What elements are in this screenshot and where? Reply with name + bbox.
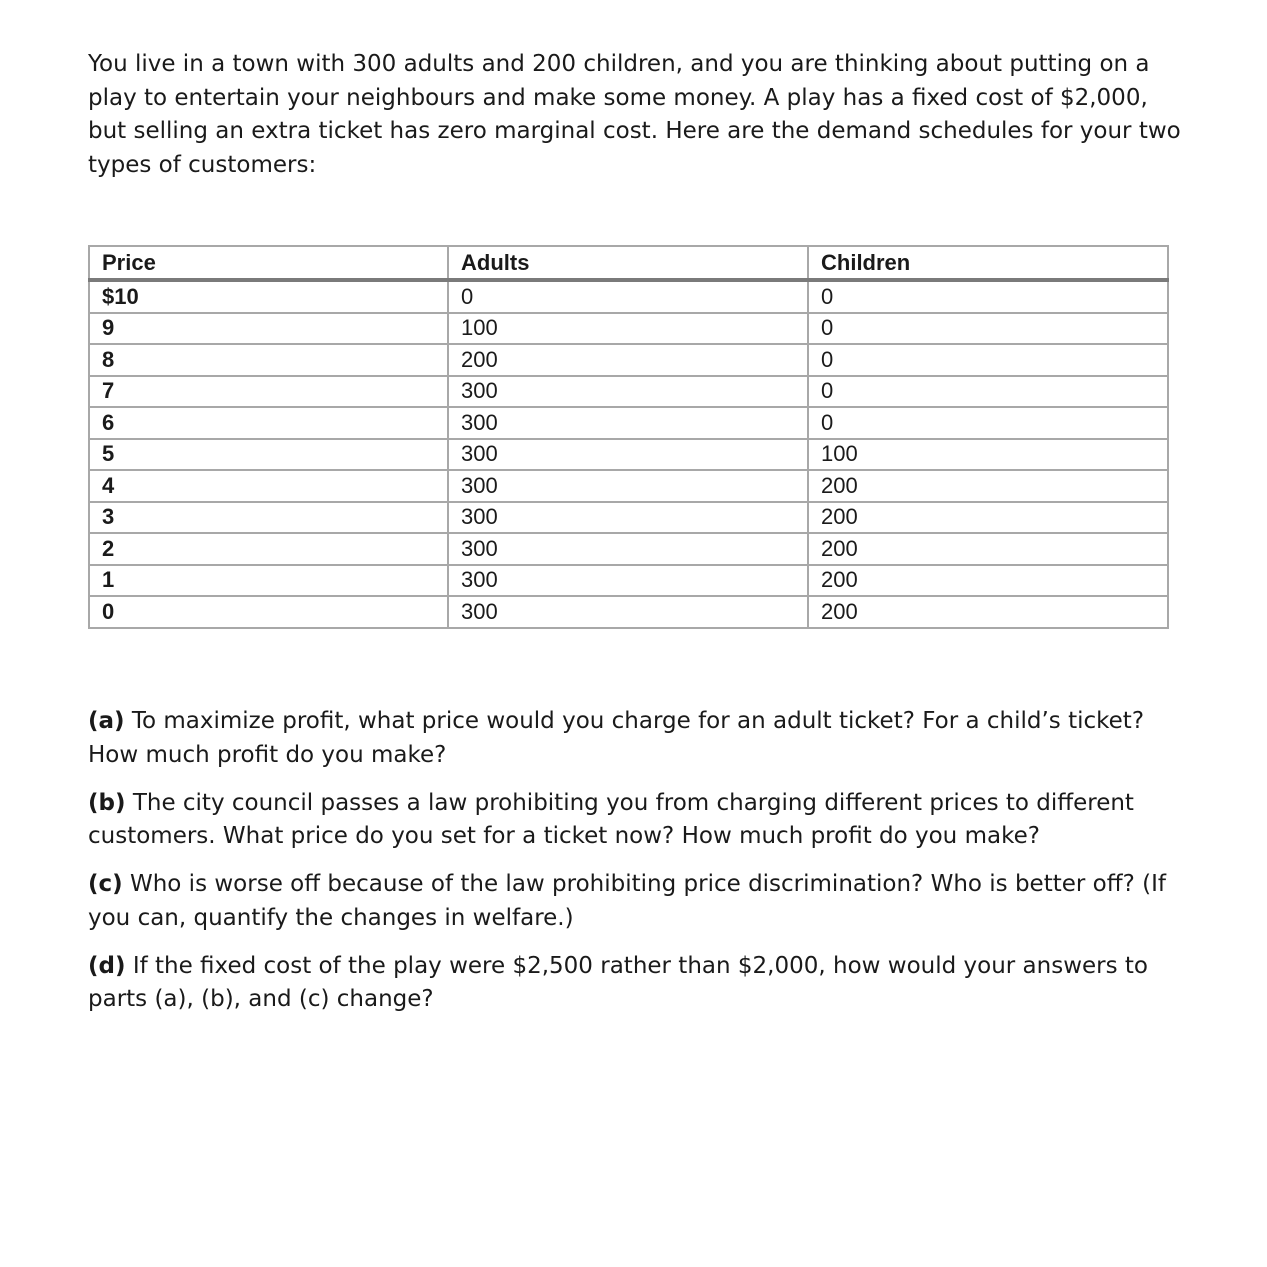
intro-paragraph: You live in a town with 300 adults and 200 children, and you are thinking about putting on a play to entertain your neighbours and make some money. A play has a fixed cost of $2,000, but selling an extra ticket has zero marginal cost. Here are the demand schedules for your two types of customers: bbox=[88, 51, 1181, 178]
question-label: (d) bbox=[88, 952, 126, 979]
price-cell: 1 bbox=[89, 565, 448, 597]
adults-cell: 0 bbox=[448, 280, 808, 313]
table-row bbox=[89, 565, 1168, 597]
header-adults: Adults bbox=[448, 246, 808, 280]
children-cell: 200 bbox=[808, 502, 1168, 534]
table-row bbox=[89, 470, 1168, 502]
table-row bbox=[89, 376, 1168, 408]
question-label: (b) bbox=[88, 789, 126, 816]
children-cell: 200 bbox=[808, 470, 1168, 502]
table-row bbox=[89, 313, 1168, 345]
price-cell: $10 bbox=[89, 280, 448, 313]
children-cell: 0 bbox=[808, 407, 1168, 439]
question-text: To maximize profit, what price would you charge for an adult ticket? For a child’s ticket? How much profit do you make? bbox=[88, 708, 1145, 768]
children-cell: 0 bbox=[808, 313, 1168, 345]
header-price: Price bbox=[89, 246, 448, 280]
price-cell: 9 bbox=[89, 313, 448, 345]
table-row bbox=[89, 280, 1168, 313]
table-row bbox=[89, 533, 1168, 565]
header-children: Children bbox=[808, 246, 1168, 280]
demand-schedule-table bbox=[88, 245, 1169, 629]
price-cell: 7 bbox=[89, 376, 448, 408]
children-cell: 0 bbox=[808, 280, 1168, 313]
table-header-row bbox=[89, 246, 1168, 280]
question-b bbox=[88, 787, 1178, 854]
question-label: (a) bbox=[88, 708, 125, 734]
adults-cell: 100 bbox=[448, 313, 808, 345]
table-row bbox=[89, 344, 1168, 376]
table-row bbox=[89, 439, 1168, 471]
price-cell: 6 bbox=[89, 407, 448, 439]
question-text: Who is worse off because of the law prohibiting price discrimination? Who is better off? (If you can, quantify the changes in welfare.) bbox=[88, 871, 1166, 931]
question-d bbox=[88, 950, 1178, 1017]
children-cell: 200 bbox=[808, 596, 1168, 628]
question-text: The city council passes a law prohibiting you from charging different prices to different customers. What price do you set for a ticket now? How much profit do you make? bbox=[88, 789, 1134, 849]
price-cell: 8 bbox=[89, 344, 448, 376]
price-cell: 4 bbox=[89, 470, 448, 502]
price-cell: 2 bbox=[89, 533, 448, 565]
price-cell: 0 bbox=[89, 596, 448, 628]
question-text: If the fixed cost of the play were $2,500 rather than $2,000, how would your answers to parts (a), (b), and (c) change? bbox=[88, 952, 1149, 1012]
question-label: (c) bbox=[88, 871, 123, 897]
adults-cell: 200 bbox=[448, 344, 808, 376]
adults-cell: 300 bbox=[448, 376, 808, 408]
adults-cell: 300 bbox=[448, 565, 808, 597]
table-row bbox=[89, 502, 1168, 534]
adults-cell: 300 bbox=[448, 502, 808, 534]
adults-cell: 300 bbox=[448, 439, 808, 471]
table-row bbox=[89, 407, 1168, 439]
question-a bbox=[88, 705, 1178, 772]
table-row bbox=[89, 596, 1168, 628]
adults-cell: 300 bbox=[448, 596, 808, 628]
questions-section bbox=[88, 705, 1178, 1031]
children-cell: 200 bbox=[808, 565, 1168, 597]
adults-cell: 300 bbox=[448, 533, 808, 565]
children-cell: 0 bbox=[808, 376, 1168, 408]
children-cell: 200 bbox=[808, 533, 1168, 565]
children-cell: 100 bbox=[808, 439, 1168, 471]
question-c bbox=[88, 868, 1178, 935]
price-cell: 5 bbox=[89, 439, 448, 471]
price-cell: 3 bbox=[89, 502, 448, 534]
adults-cell: 300 bbox=[448, 470, 808, 502]
adults-cell: 300 bbox=[448, 407, 808, 439]
children-cell: 0 bbox=[808, 344, 1168, 376]
